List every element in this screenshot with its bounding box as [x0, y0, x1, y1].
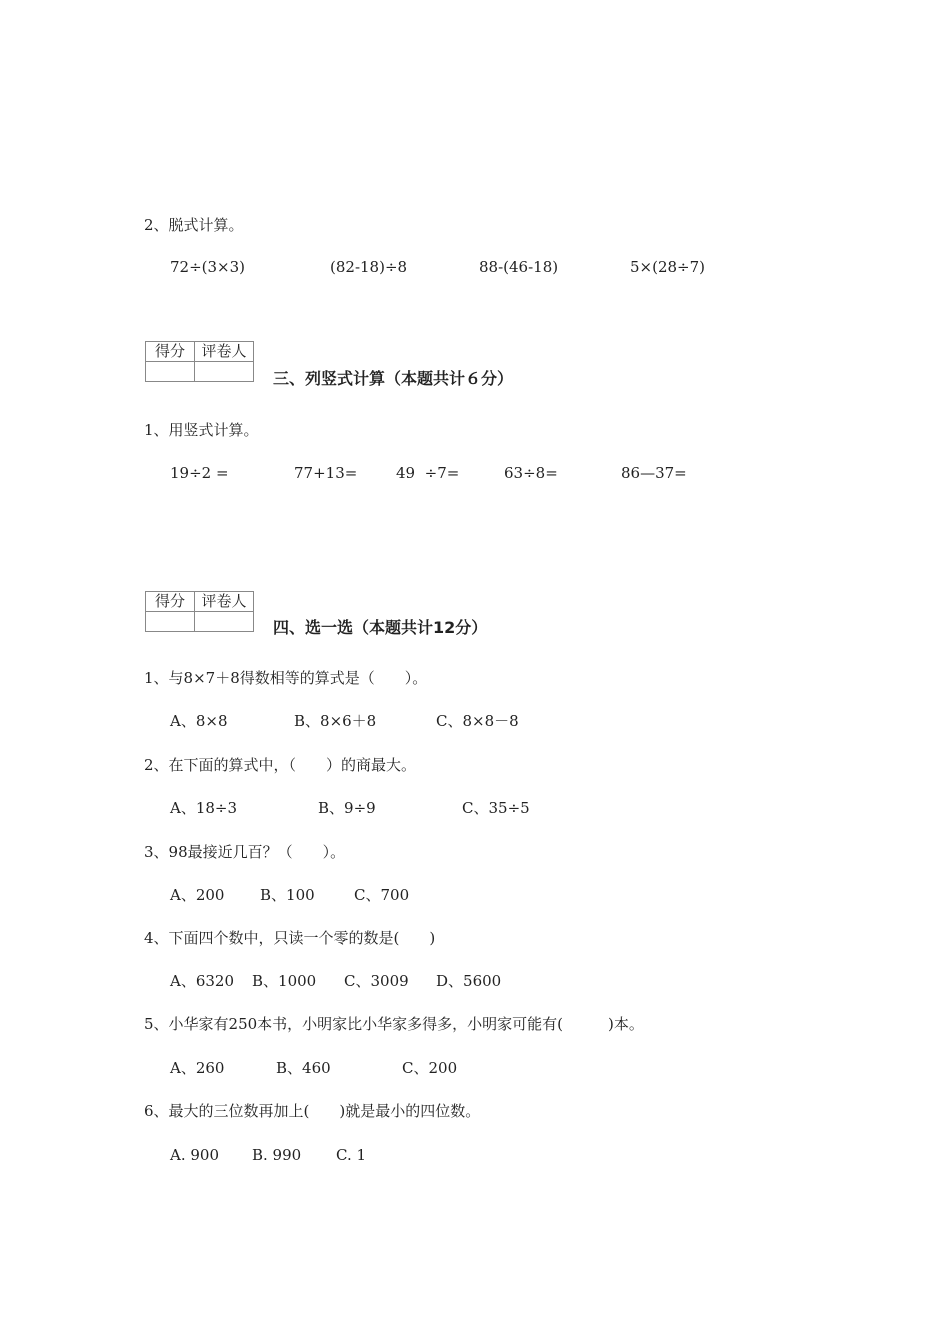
option: C、8×8－8 — [436, 712, 519, 730]
question-text: 4、下面四个数中，只读一个零的数是( ) — [144, 929, 436, 947]
score-cell[interactable] — [146, 612, 195, 632]
grader-label: 评卷人 — [195, 592, 254, 612]
question-title: 1、用竖式计算。 — [144, 421, 259, 439]
option: A、260 — [170, 1059, 225, 1077]
option: C、700 — [354, 886, 410, 904]
question-text: 1、与8×7＋8得数相等的算式是（ ）。 — [144, 669, 428, 687]
score-cell[interactable] — [146, 362, 195, 382]
score-label: 得分 — [146, 342, 195, 362]
option: C、3009 — [344, 972, 409, 990]
option: A. 900 — [170, 1146, 219, 1164]
score-box — [145, 591, 254, 632]
expression: 77+13= — [294, 464, 358, 482]
score-box — [145, 341, 254, 382]
grader-label: 评卷人 — [195, 342, 254, 362]
expression: 72÷(3×3) — [170, 258, 246, 276]
question-text: 6、最大的三位数再加上( )就是最小的四位数。 — [144, 1102, 481, 1120]
question-text: 3、98最接近几百？（ ）。 — [144, 843, 346, 861]
option: A、200 — [170, 886, 225, 904]
expression: 19÷2 = — [170, 464, 229, 482]
expression: 63÷8= — [504, 464, 558, 482]
option: B、9÷9 — [318, 799, 376, 817]
option: A、8×8 — [170, 712, 228, 730]
score-label: 得分 — [146, 592, 195, 612]
option: C、200 — [402, 1059, 458, 1077]
option: A、18÷3 — [170, 799, 238, 817]
option: B、1000 — [252, 972, 317, 990]
expression: 86—37= — [621, 464, 687, 482]
question-text: 2、在下面的算式中，（ ）的商最大。 — [144, 756, 417, 774]
expression: 5×(28÷7) — [630, 258, 706, 276]
section-heading: 三、列竖式计算（本题共计６分） — [273, 369, 514, 388]
expression: (82-18)÷8 — [330, 258, 408, 276]
option: B、460 — [276, 1059, 331, 1077]
section-heading: 四、选一选（本题共计12分） — [273, 618, 488, 637]
option: B、8×6＋8 — [294, 712, 377, 730]
expression: 88-(46-18) — [479, 258, 559, 276]
option: C、35÷5 — [462, 799, 530, 817]
expression: 49 ÷7= — [396, 464, 460, 482]
option: A、6320 — [170, 972, 235, 990]
question-text: 5、小华家有250本书，小明家比小华家多得多，小明家可能有( )本。 — [144, 1015, 644, 1033]
option: B、100 — [260, 886, 315, 904]
question-title: 2、脱式计算。 — [144, 216, 244, 234]
grader-cell[interactable] — [195, 612, 254, 632]
option: B. 990 — [252, 1146, 302, 1164]
option: D、5600 — [436, 972, 502, 990]
grader-cell[interactable] — [195, 362, 254, 382]
option: C. 1 — [336, 1146, 367, 1164]
